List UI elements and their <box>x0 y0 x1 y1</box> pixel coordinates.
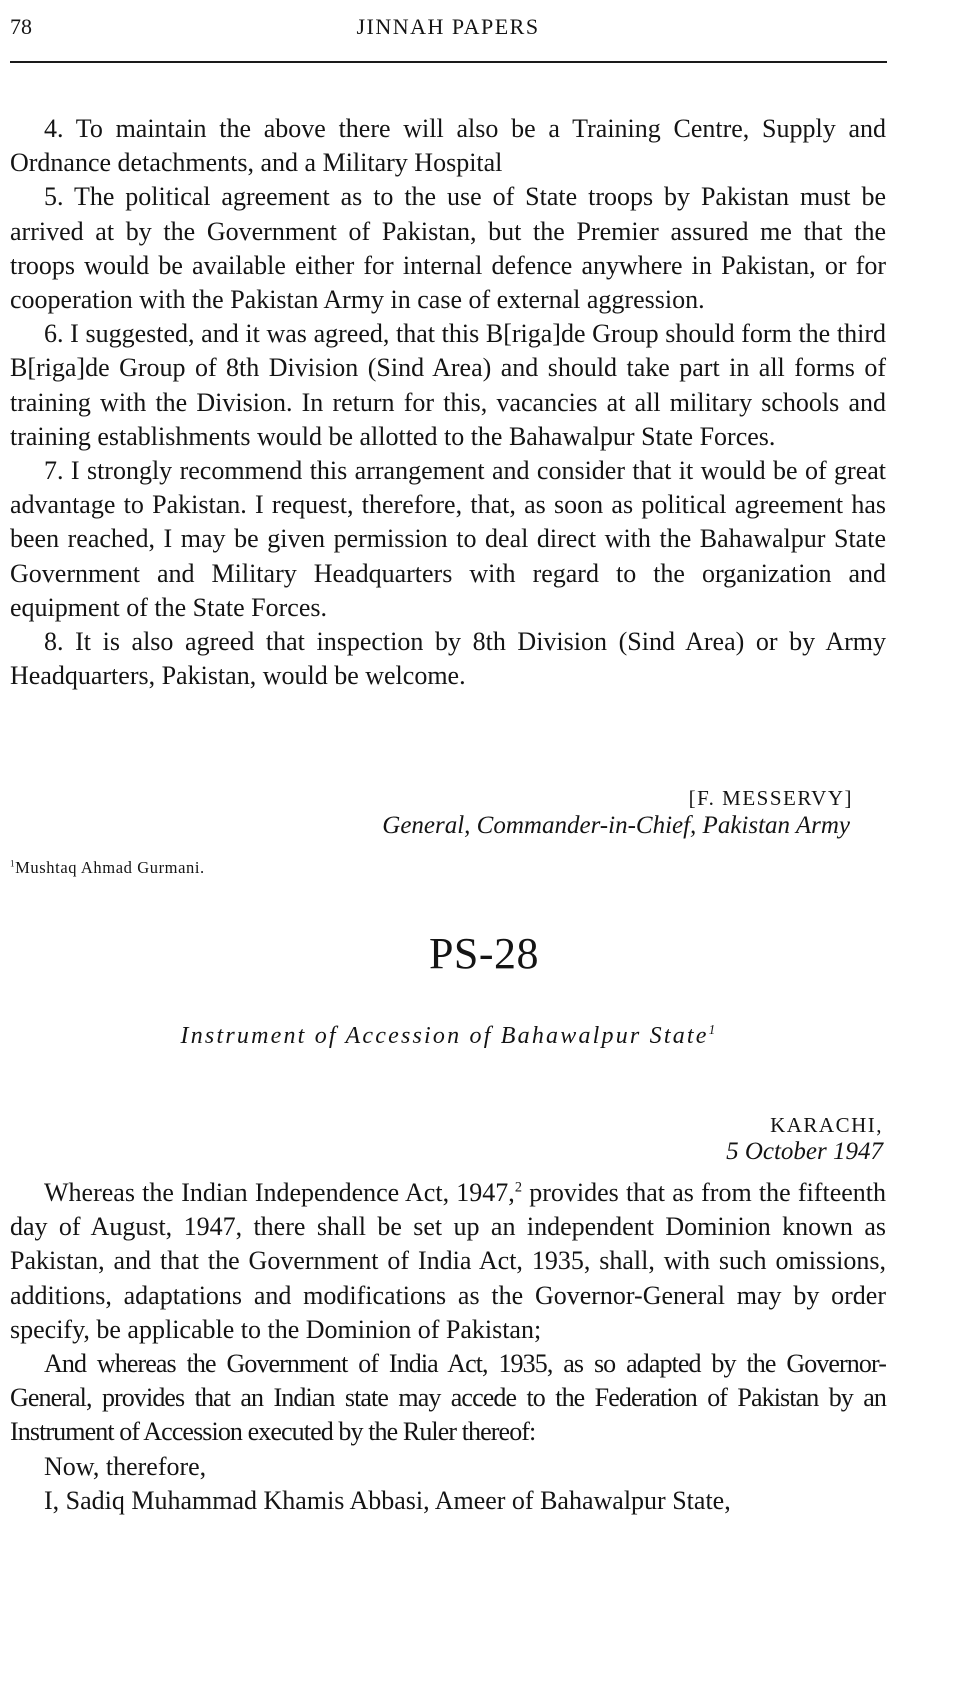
signatory-name: [F. MESSERVY] <box>688 786 853 810</box>
whereas-text-end: provides that as from the fifteenth day of August, 1947, there shall be set up an independent Dominion known as Pakistan, and that the Government of India Act, 1935, shall, with such omissions, additions, adaptations and modifications as the Governor-General may by order specify, be applicable to the Dominion of Pakistan; <box>10 1178 886 1344</box>
now-therefore-paragraph: Now, therefore, <box>44 1451 207 1481</box>
running-title: JINNAH PAPERS <box>356 14 540 39</box>
title-note-marker: 1 <box>708 1022 718 1037</box>
letter-body <box>10 112 886 693</box>
footnote-marker: 1 <box>10 858 16 869</box>
signatory-title: General, Commander-in-Chief, Pakistan Army <box>382 812 850 839</box>
place-line: KARACHI, <box>770 1113 883 1137</box>
note-marker-2: 2 <box>514 1179 522 1196</box>
footnote <box>10 858 205 878</box>
paragraph-7: 7. I strongly recommend this arrangement and consider that it would be of great advantage to Pakistan. I request, therefore, that, as soon as political agreement has been reached, I may be given permission to deal direct with the Bahawalpur State Government and Military Headquarters with regard to the organization and equipment of the State Forces. <box>10 456 886 622</box>
paragraph-6: 6. I suggested, and it was agreed, that this B[riga]de Group should form the third B[riga]de Group of 8th Division (Sind Area) and should take part in all forms of training with the Division. In return for this, vacancies at all military schools and training establishments would be allotted to the Bahawalpur State Forces. <box>10 319 886 451</box>
document-title <box>0 1023 898 1050</box>
paragraph-4: 4. To maintain the above there will also be a Training Centre, Supply and Ordnance detachments, and a Military Hospital <box>10 114 886 178</box>
page-number: 78 <box>10 14 32 39</box>
footnote-text: Mushtaq Ahmad Gurmani. <box>15 858 205 877</box>
document-number: PS-28 <box>428 929 540 978</box>
instrument-body <box>10 1176 886 1518</box>
paragraph-5: 5. The political agreement as to the use of State troops by Pakistan must be arrived at by the Government of Pakistan, but the Premier assured me that the troops would be available either for internal defence anywhere in Pakistan, or for cooperation with the Pakistan Army in case of external aggression. <box>10 182 886 315</box>
running-header <box>10 8 886 52</box>
and-whereas-paragraph: And whereas the Government of India Act, 1935, as so adapted by the Governor-General, provides that an Indian state may accede to the Federation of Pakistan by an Instrument of Accession executed by the Ruler thereof: <box>10 1349 886 1447</box>
date-line: 5 October 1947 <box>726 1138 883 1165</box>
document-title-text: Instrument of Accession of Bahawalpur State <box>180 1023 709 1049</box>
paragraph-8: 8. It is also agreed that inspection by 8th Division (Sind Area) or by Army Headquarters, Pakistan, would be welcome. <box>10 627 886 691</box>
header-rule <box>10 61 887 63</box>
ruler-paragraph: I, Sadiq Muhammad Khamis Abbasi, Ameer of Bahawalpur State, <box>44 1485 731 1515</box>
whereas-paragraph <box>10 1176 886 1347</box>
whereas-text-start: Whereas the Indian Independence Act, 1947, <box>44 1178 515 1207</box>
